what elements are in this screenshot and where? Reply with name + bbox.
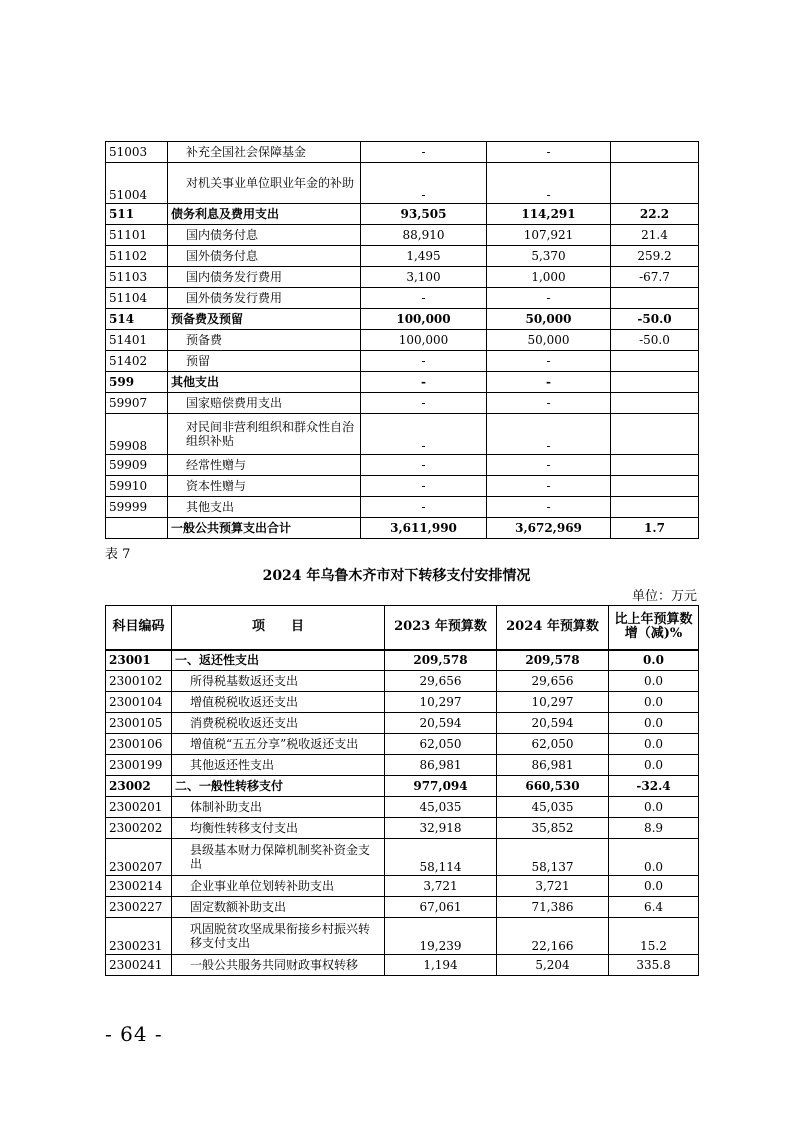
cell-code: 2300201 [106, 797, 172, 818]
cell-2024: - [487, 372, 611, 393]
cell-2024: - [487, 414, 611, 455]
cell-2024: - [487, 455, 611, 476]
cell-code: 59908 [106, 414, 168, 455]
cell-2023: 1,194 [385, 955, 497, 976]
cell-code: 59907 [106, 393, 168, 414]
cell-2023: - [361, 372, 487, 393]
table-row [106, 839, 699, 876]
cell-2023: - [361, 393, 487, 414]
cell-name: 均衡性转移支付支出 [172, 818, 385, 839]
cell-name: 增值税“五五分享”税收返还支出 [172, 734, 385, 755]
cell-name: 巩固脱贫攻坚成果衔接乡村振兴转移支付支出 [172, 918, 385, 955]
table-row [106, 692, 699, 713]
cell-code: 51401 [106, 330, 168, 351]
cell-2024: 107,921 [487, 225, 611, 246]
cell-2024: - [487, 163, 611, 204]
cell-2023: 88,910 [361, 225, 487, 246]
cell-pct: 335.8 [609, 955, 699, 976]
table-row [106, 671, 699, 692]
cell-pct [611, 351, 699, 372]
cell-code: 51003 [106, 142, 168, 163]
table-row [106, 497, 699, 518]
table-title: 2024 年乌鲁木齐市对下转移支付安排情况 [262, 568, 531, 584]
cell-code: 51101 [106, 225, 168, 246]
cell-2023: - [361, 351, 487, 372]
table-row [106, 267, 699, 288]
cell-2023: - [361, 288, 487, 309]
table-row [106, 288, 699, 309]
cell-2023: 86,981 [385, 755, 497, 776]
cell-pct: 0.0 [609, 876, 699, 897]
cell-pct: 0.0 [609, 755, 699, 776]
header-pct: 比上年预算数增（减)% [609, 606, 699, 650]
cell-2023: 62,050 [385, 734, 497, 755]
cell-code: 2300199 [106, 755, 172, 776]
cell-name: 二、一般性转移支付 [172, 776, 385, 797]
header-2024: 2024 年预算数 [497, 606, 609, 650]
cell-2023: 45,035 [385, 797, 497, 818]
table-row [106, 918, 699, 955]
cell-pct [611, 497, 699, 518]
cell-2024: 58,137 [497, 839, 609, 876]
table-label: 表 7 [105, 547, 131, 562]
cell-code: 51004 [106, 163, 168, 204]
cell-name: 预留 [168, 351, 361, 372]
cell-2023: 10,297 [385, 692, 497, 713]
cell-name: 一般公共预算支出合计 [168, 518, 361, 539]
cell-code: 51103 [106, 267, 168, 288]
table-row [106, 163, 699, 204]
cell-code: 51104 [106, 288, 168, 309]
cell-name: 资本性赠与 [168, 476, 361, 497]
cell-name: 一般公共服务共同财政事权转移 [172, 955, 385, 976]
table-row [106, 818, 699, 839]
cell-name: 预备费 [168, 330, 361, 351]
cell-2023: - [361, 455, 487, 476]
cell-pct [611, 163, 699, 204]
cell-2023: 3,611,990 [361, 518, 487, 539]
cell-pct [611, 455, 699, 476]
cell-2024: - [487, 497, 611, 518]
cell-2024: 29,656 [497, 671, 609, 692]
cell-code: 2300202 [106, 818, 172, 839]
cell-name: 企业事业单位划转补助支出 [172, 876, 385, 897]
cell-pct: 259.2 [611, 246, 699, 267]
cell-pct: 0.0 [609, 650, 699, 671]
table-header-row [106, 606, 699, 650]
cell-code: 514 [106, 309, 168, 330]
cell-pct: 0.0 [609, 839, 699, 876]
cell-2024: 50,000 [487, 309, 611, 330]
cell-2023: 100,000 [361, 330, 487, 351]
cell-code: 2300104 [106, 692, 172, 713]
cell-code: 2300207 [106, 839, 172, 876]
cell-2023: - [361, 497, 487, 518]
cell-2023: - [361, 142, 487, 163]
cell-2023: - [361, 163, 487, 204]
transfer-payment-table [105, 605, 699, 976]
cell-code: 59910 [106, 476, 168, 497]
cell-name: 国内债务付息 [168, 225, 361, 246]
table-row [106, 713, 699, 734]
cell-name: 国外债务发行费用 [168, 288, 361, 309]
cell-pct: 0.0 [609, 692, 699, 713]
cell-code: 599 [106, 372, 168, 393]
table-row [106, 142, 699, 163]
cell-pct: 15.2 [609, 918, 699, 955]
cell-2024: 114,291 [487, 204, 611, 225]
cell-code [106, 518, 168, 539]
table-row [106, 309, 699, 330]
cell-2023: 1,495 [361, 246, 487, 267]
cell-name: 对民间非营利组织和群众性自治组织补贴 [168, 414, 361, 455]
header-code: 科目编码 [106, 606, 172, 650]
table-row [106, 755, 699, 776]
table-row [106, 955, 699, 976]
table-row [106, 455, 699, 476]
cell-2024: 10,297 [497, 692, 609, 713]
cell-2023: 32,918 [385, 818, 497, 839]
cell-2023: 19,239 [385, 918, 497, 955]
table-row [106, 372, 699, 393]
cell-2023: 977,094 [385, 776, 497, 797]
cell-2023: 209,578 [385, 650, 497, 671]
cell-pct: -32.4 [609, 776, 699, 797]
cell-2024: 86,981 [497, 755, 609, 776]
cell-2024: - [487, 476, 611, 497]
cell-name: 其他支出 [168, 372, 361, 393]
cell-code: 2300102 [106, 671, 172, 692]
cell-pct: 21.4 [611, 225, 699, 246]
cell-code: 2300231 [106, 918, 172, 955]
cell-name: 国内债务发行费用 [168, 267, 361, 288]
cell-2024: 20,594 [497, 713, 609, 734]
cell-pct: -50.0 [611, 330, 699, 351]
cell-name: 经常性赠与 [168, 455, 361, 476]
header-2023: 2023 年预算数 [385, 606, 497, 650]
cell-name: 体制补助支出 [172, 797, 385, 818]
cell-pct: 0.0 [609, 797, 699, 818]
cell-pct [611, 142, 699, 163]
table-row [106, 393, 699, 414]
table-row [106, 650, 699, 671]
cell-code: 511 [106, 204, 168, 225]
cell-pct: 22.2 [611, 204, 699, 225]
cell-pct: 1.7 [611, 518, 699, 539]
cell-2024: 35,852 [497, 818, 609, 839]
cell-code: 2300105 [106, 713, 172, 734]
cell-name: 所得税基数返还支出 [172, 671, 385, 692]
cell-code: 59909 [106, 455, 168, 476]
table-row [106, 225, 699, 246]
cell-2024: - [487, 351, 611, 372]
cell-2023: - [361, 476, 487, 497]
expenditure-table-continued [105, 141, 699, 539]
cell-2024: 3,721 [497, 876, 609, 897]
cell-name: 其他返还性支出 [172, 755, 385, 776]
cell-name: 国外债务付息 [168, 246, 361, 267]
table-row [106, 330, 699, 351]
page-number: - 64 - [105, 1022, 163, 1046]
unit-label: 单位：万元 [631, 589, 697, 604]
cell-pct: -50.0 [611, 309, 699, 330]
cell-name: 其他支出 [168, 497, 361, 518]
table-row [106, 414, 699, 455]
cell-pct [611, 393, 699, 414]
cell-2024: 22,166 [497, 918, 609, 955]
cell-name: 补充全国社会保障基金 [168, 142, 361, 163]
cell-2023: 3,721 [385, 876, 497, 897]
cell-2024: - [487, 142, 611, 163]
cell-name: 消费税税收返还支出 [172, 713, 385, 734]
cell-pct [611, 476, 699, 497]
cell-2024: 1,000 [487, 267, 611, 288]
table-row [106, 776, 699, 797]
cell-code: 51102 [106, 246, 168, 267]
cell-name: 增值税税收返还支出 [172, 692, 385, 713]
cell-2023: 93,505 [361, 204, 487, 225]
cell-2024: 660,530 [497, 776, 609, 797]
table-row [106, 246, 699, 267]
cell-pct [611, 372, 699, 393]
cell-code: 23001 [106, 650, 172, 671]
cell-2024: 50,000 [487, 330, 611, 351]
cell-name: 预备费及预留 [168, 309, 361, 330]
cell-code: 59999 [106, 497, 168, 518]
cell-2024: 3,672,969 [487, 518, 611, 539]
table-row [106, 734, 699, 755]
cell-pct: 0.0 [609, 734, 699, 755]
cell-name: 债务利息及费用支出 [168, 204, 361, 225]
cell-code: 2300241 [106, 955, 172, 976]
table-row [106, 897, 699, 918]
cell-2023: - [361, 414, 487, 455]
table-row [106, 204, 699, 225]
cell-2023: 58,114 [385, 839, 497, 876]
cell-pct: 0.0 [609, 713, 699, 734]
cell-name: 固定数额补助支出 [172, 897, 385, 918]
cell-name: 国家赔偿费用支出 [168, 393, 361, 414]
cell-2024: 5,204 [497, 955, 609, 976]
cell-pct [611, 414, 699, 455]
cell-2023: 100,000 [361, 309, 487, 330]
cell-pct: 0.0 [609, 671, 699, 692]
cell-pct: 8.9 [609, 818, 699, 839]
cell-2023: 67,061 [385, 897, 497, 918]
table-row [106, 797, 699, 818]
header-name: 项 目 [172, 606, 385, 650]
cell-name: 对机关事业单位职业年金的补助 [168, 163, 361, 204]
cell-code: 2300106 [106, 734, 172, 755]
cell-2024: 71,386 [497, 897, 609, 918]
table-row [106, 476, 699, 497]
cell-2023: 29,656 [385, 671, 497, 692]
cell-name: 县级基本财力保障机制奖补资金支出 [172, 839, 385, 876]
cell-code: 23002 [106, 776, 172, 797]
table-row [106, 876, 699, 897]
cell-code: 2300214 [106, 876, 172, 897]
cell-pct: -67.7 [611, 267, 699, 288]
cell-2023: 3,100 [361, 267, 487, 288]
cell-code: 2300227 [106, 897, 172, 918]
cell-2024: - [487, 288, 611, 309]
cell-pct: 6.4 [609, 897, 699, 918]
table-row [106, 351, 699, 372]
cell-2024: - [487, 393, 611, 414]
cell-pct [611, 288, 699, 309]
cell-2023: 20,594 [385, 713, 497, 734]
cell-name: 一、返还性支出 [172, 650, 385, 671]
cell-2024: 62,050 [497, 734, 609, 755]
cell-2024: 45,035 [497, 797, 609, 818]
cell-code: 51402 [106, 351, 168, 372]
table-row [106, 518, 699, 539]
cell-2024: 5,370 [487, 246, 611, 267]
cell-2024: 209,578 [497, 650, 609, 671]
